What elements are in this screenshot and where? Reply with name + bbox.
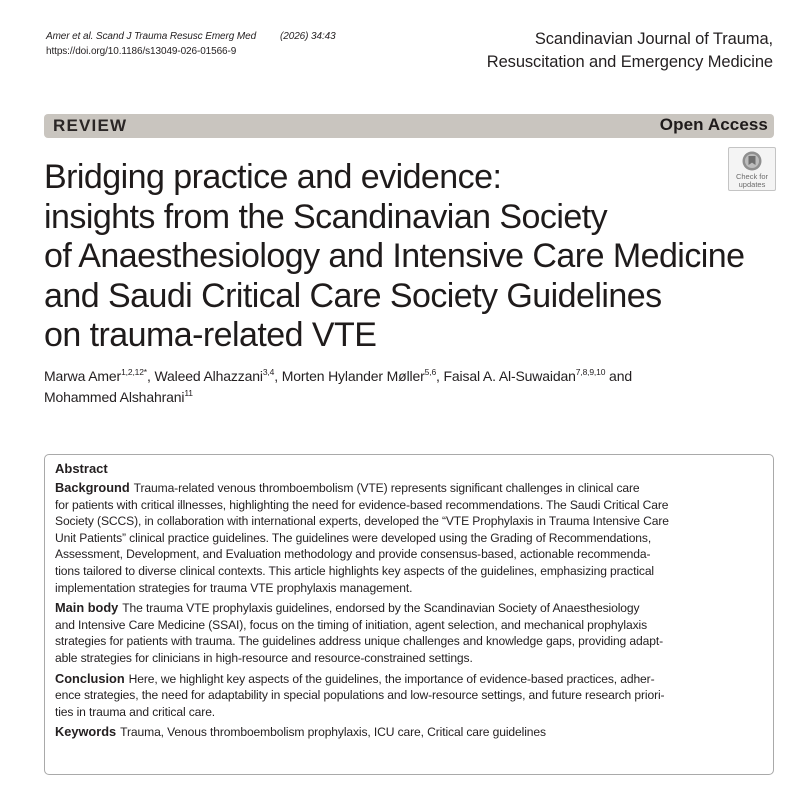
journal-name-line-2: Resuscitation and Emergency Medicine <box>486 53 773 71</box>
author-affiliation[interactable]: 1,2,12* <box>121 367 147 377</box>
background-line: implementation strategies for trauma VTE prophylaxis management. <box>55 580 413 595</box>
conclusion-label: Conclusion <box>55 670 125 686</box>
article-type-bar <box>44 114 774 138</box>
abstract-conclusion <box>55 671 767 721</box>
title-line-5: on trauma-related VTE <box>44 316 377 354</box>
conclusion-text: Here, we highlight key aspects of the guidelines, the importance of evidence-based practices, adher- <box>128 671 655 686</box>
main-body-line: strategies for patients with trauma. The guidelines address unique challenges and knowledge gaps, providing adapt- <box>55 634 663 649</box>
author-affiliation[interactable]: 5,6 <box>424 367 437 377</box>
journal-name <box>487 28 773 74</box>
citation-year-volume: (2026) 34:43 <box>280 31 336 42</box>
abstract-main-body <box>55 600 767 666</box>
title-line-2: insights from the Scandinavian Society <box>44 197 608 236</box>
background-line: Unit Patients” clinical practice guidelines. The guidelines were developed using the Grading of Recommendations, <box>55 530 652 545</box>
title-line-3: of Anaesthesiology and Intensive Care Medicine <box>44 237 745 275</box>
author-separator: and <box>605 368 632 384</box>
citation-block <box>46 29 336 59</box>
keywords-text: Trauma, Venous thromboembolism prophylaxis, ICU care, Critical care guidelines <box>120 725 546 740</box>
article-title <box>44 158 784 356</box>
author-name[interactable]: Mohammed Alshahrani <box>44 389 185 405</box>
background-line <box>55 480 767 497</box>
background-line: tions tailored to diverse clinical contexts. This article highlights key aspects of the guidelines, emphasizing practical <box>55 563 654 578</box>
author-name[interactable]: Marwa Amer <box>44 368 122 384</box>
author-separator: , <box>146 368 155 384</box>
keywords-line <box>55 724 767 741</box>
check-updates-line-1: Check for <box>735 172 769 181</box>
article-type-label: REVIEW <box>53 116 128 135</box>
author-affiliation[interactable]: 3,4 <box>262 367 275 377</box>
author-name[interactable]: Faisal A. Al-Suwaidan <box>443 368 576 384</box>
author-separator: , <box>436 368 444 384</box>
abstract-background <box>55 480 767 596</box>
open-access-label: Open Access <box>659 115 768 134</box>
conclusion-line <box>55 671 767 688</box>
title-line-1: Bridging practice and evidence: <box>44 158 502 196</box>
background-line: Assessment, Development, and Evaluation methodology and provide consensus-based, actionable recommenda- <box>55 547 651 562</box>
author-name[interactable]: Morten Hylander Møller <box>281 368 425 384</box>
journal-name-line-1: Scandinavian Journal of Trauma, <box>534 30 773 48</box>
conclusion-line: ence strategies, the need for adaptability in special populations and low-resource settings, and future research priori- <box>55 688 665 703</box>
abstract-keywords <box>55 724 767 741</box>
author-name[interactable]: Waleed Alhazzani <box>154 368 263 384</box>
abstract-heading: Abstract <box>55 461 108 476</box>
check-updates-line-2: updates <box>738 180 766 189</box>
keywords-label: Keywords <box>55 724 117 740</box>
background-line: for patients with critical illnesses, highlighting the need for evidence-based recommendations. The Saudi Critical Care <box>55 497 669 512</box>
citation-line <box>46 29 336 44</box>
main-body-line <box>55 600 767 617</box>
abstract-box <box>44 454 774 775</box>
main-body-text: The trauma VTE prophylaxis guidelines, endorsed by the Scandinavian Society of Anaesthesiology <box>122 601 640 616</box>
background-text: Trauma-related venous thromboembolism (VTE) represents significant challenges in clinical care <box>133 481 640 495</box>
conclusion-line: ties in trauma and critical care. <box>55 704 216 719</box>
background-line: Society (SCCS), in collaboration with international experts, developed the “VTE Prophylaxis in Trauma Intensive Care <box>55 514 669 529</box>
author-list <box>44 366 744 408</box>
main-body-label: Main body <box>55 600 119 616</box>
author-affiliation[interactable]: 11 <box>184 388 193 398</box>
title-line-4: and Saudi Critical Care Society Guidelines <box>44 276 662 315</box>
main-body-line: and Intensive Care Medicine (SSAI), focus on the timing of initiation, agent selection, and mechanical prophylaxis <box>55 617 648 632</box>
citation-journal: Amer et al. Scand J Trauma Resusc Emerg Med <box>46 31 257 42</box>
author-separator: , <box>274 368 282 384</box>
author-affiliation[interactable]: 7,8,9,10 <box>575 367 606 377</box>
abstract-content <box>55 460 767 745</box>
background-label: Background <box>55 480 130 495</box>
doi-link[interactable]: https://doi.org/10.1186/s13049-026-01566-9 <box>46 46 237 57</box>
main-body-line: able strategies for clinicians in high-resource and resource-constrained settings. <box>55 650 473 665</box>
